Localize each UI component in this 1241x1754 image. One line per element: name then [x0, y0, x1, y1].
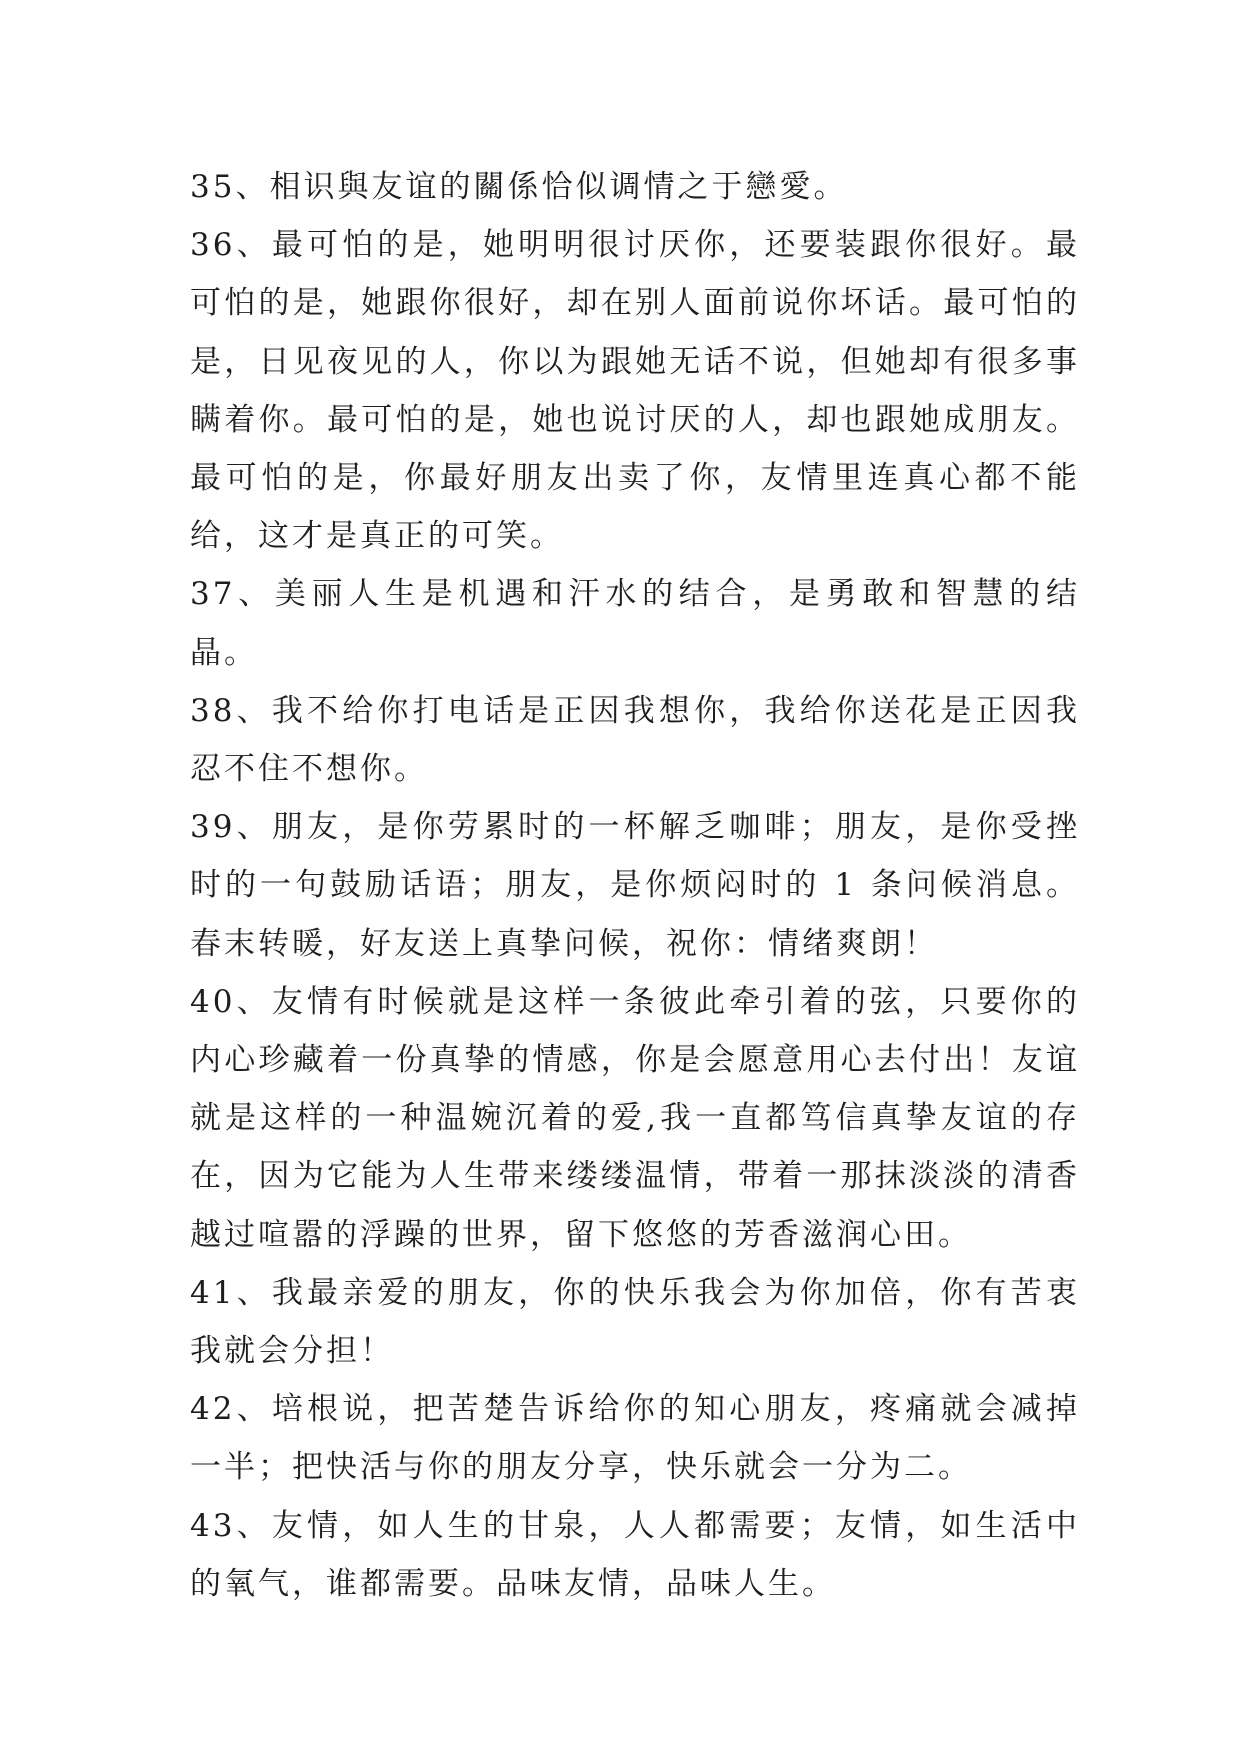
paragraph-36: 36、最可怕的是，她明明很讨厌你，还要装跟你很好。最可怕的是，她跟你很好，却在别人面前说你坏话。最可怕的是，日见夜见的人，你以为跟她无话不说，但她却有很多事瞒着你。最可怕的是，她也说讨厌的人，却也跟她成朋友。最可怕的是，你最好朋友出卖了你，友情里连真心都不能给，这才是真正的可笑。	[190, 227, 1080, 555]
paragraph-37: 37、美丽人生是机遇和汗水的结合，是勇敢和智慧的结晶。	[190, 576, 1080, 671]
paragraph-42: 42、培根说，把苦楚告诉给你的知心朋友，疼痛就会减掉一半；把快活与你的朋友分享，快乐就会一分为二。	[190, 1391, 1080, 1486]
paragraph-35: 35、相识與友谊的關係恰似调情之于戀愛。	[190, 169, 848, 205]
paragraph-40: 40、友情有时候就是这样一条彼此牵引着的弦，只要你的内心珍藏着一份真挚的情感，你是会愿意用心去付出！友谊就是这样的一种温婉沉着的爱,我一直都笃信真挚友谊的存在，因为它能为人生带来缕缕温情，带着一那抹淡淡的清香越过喧嚣的浮躁的世界，留下悠悠的芳香滋润心田。	[190, 983, 1080, 1253]
document-body	[190, 158, 1080, 1613]
paragraph-41: 41、我最亲爱的朋友，你的快乐我会为你加倍，你有苦衷我就会分担！	[190, 1274, 1080, 1370]
paragraph-43: 43、友情，如人生的甘泉，人人都需要；友情，如生活中的氧气，谁都需要。品味友情，品味人生。	[190, 1507, 1080, 1602]
paragraph-39: 39、朋友，是你劳累时的一杯解乏咖啡；朋友，是你受挫时的一句鼓励话语；朋友，是你烦闷时的 1 条问候消息。春末转暖，好友送上真挚问候，祝你：情绪爽朗！	[190, 809, 1080, 962]
paragraph-38: 38、我不给你打电话是正因我想你，我给你送花是正因我忍不住不想你。	[190, 692, 1080, 788]
